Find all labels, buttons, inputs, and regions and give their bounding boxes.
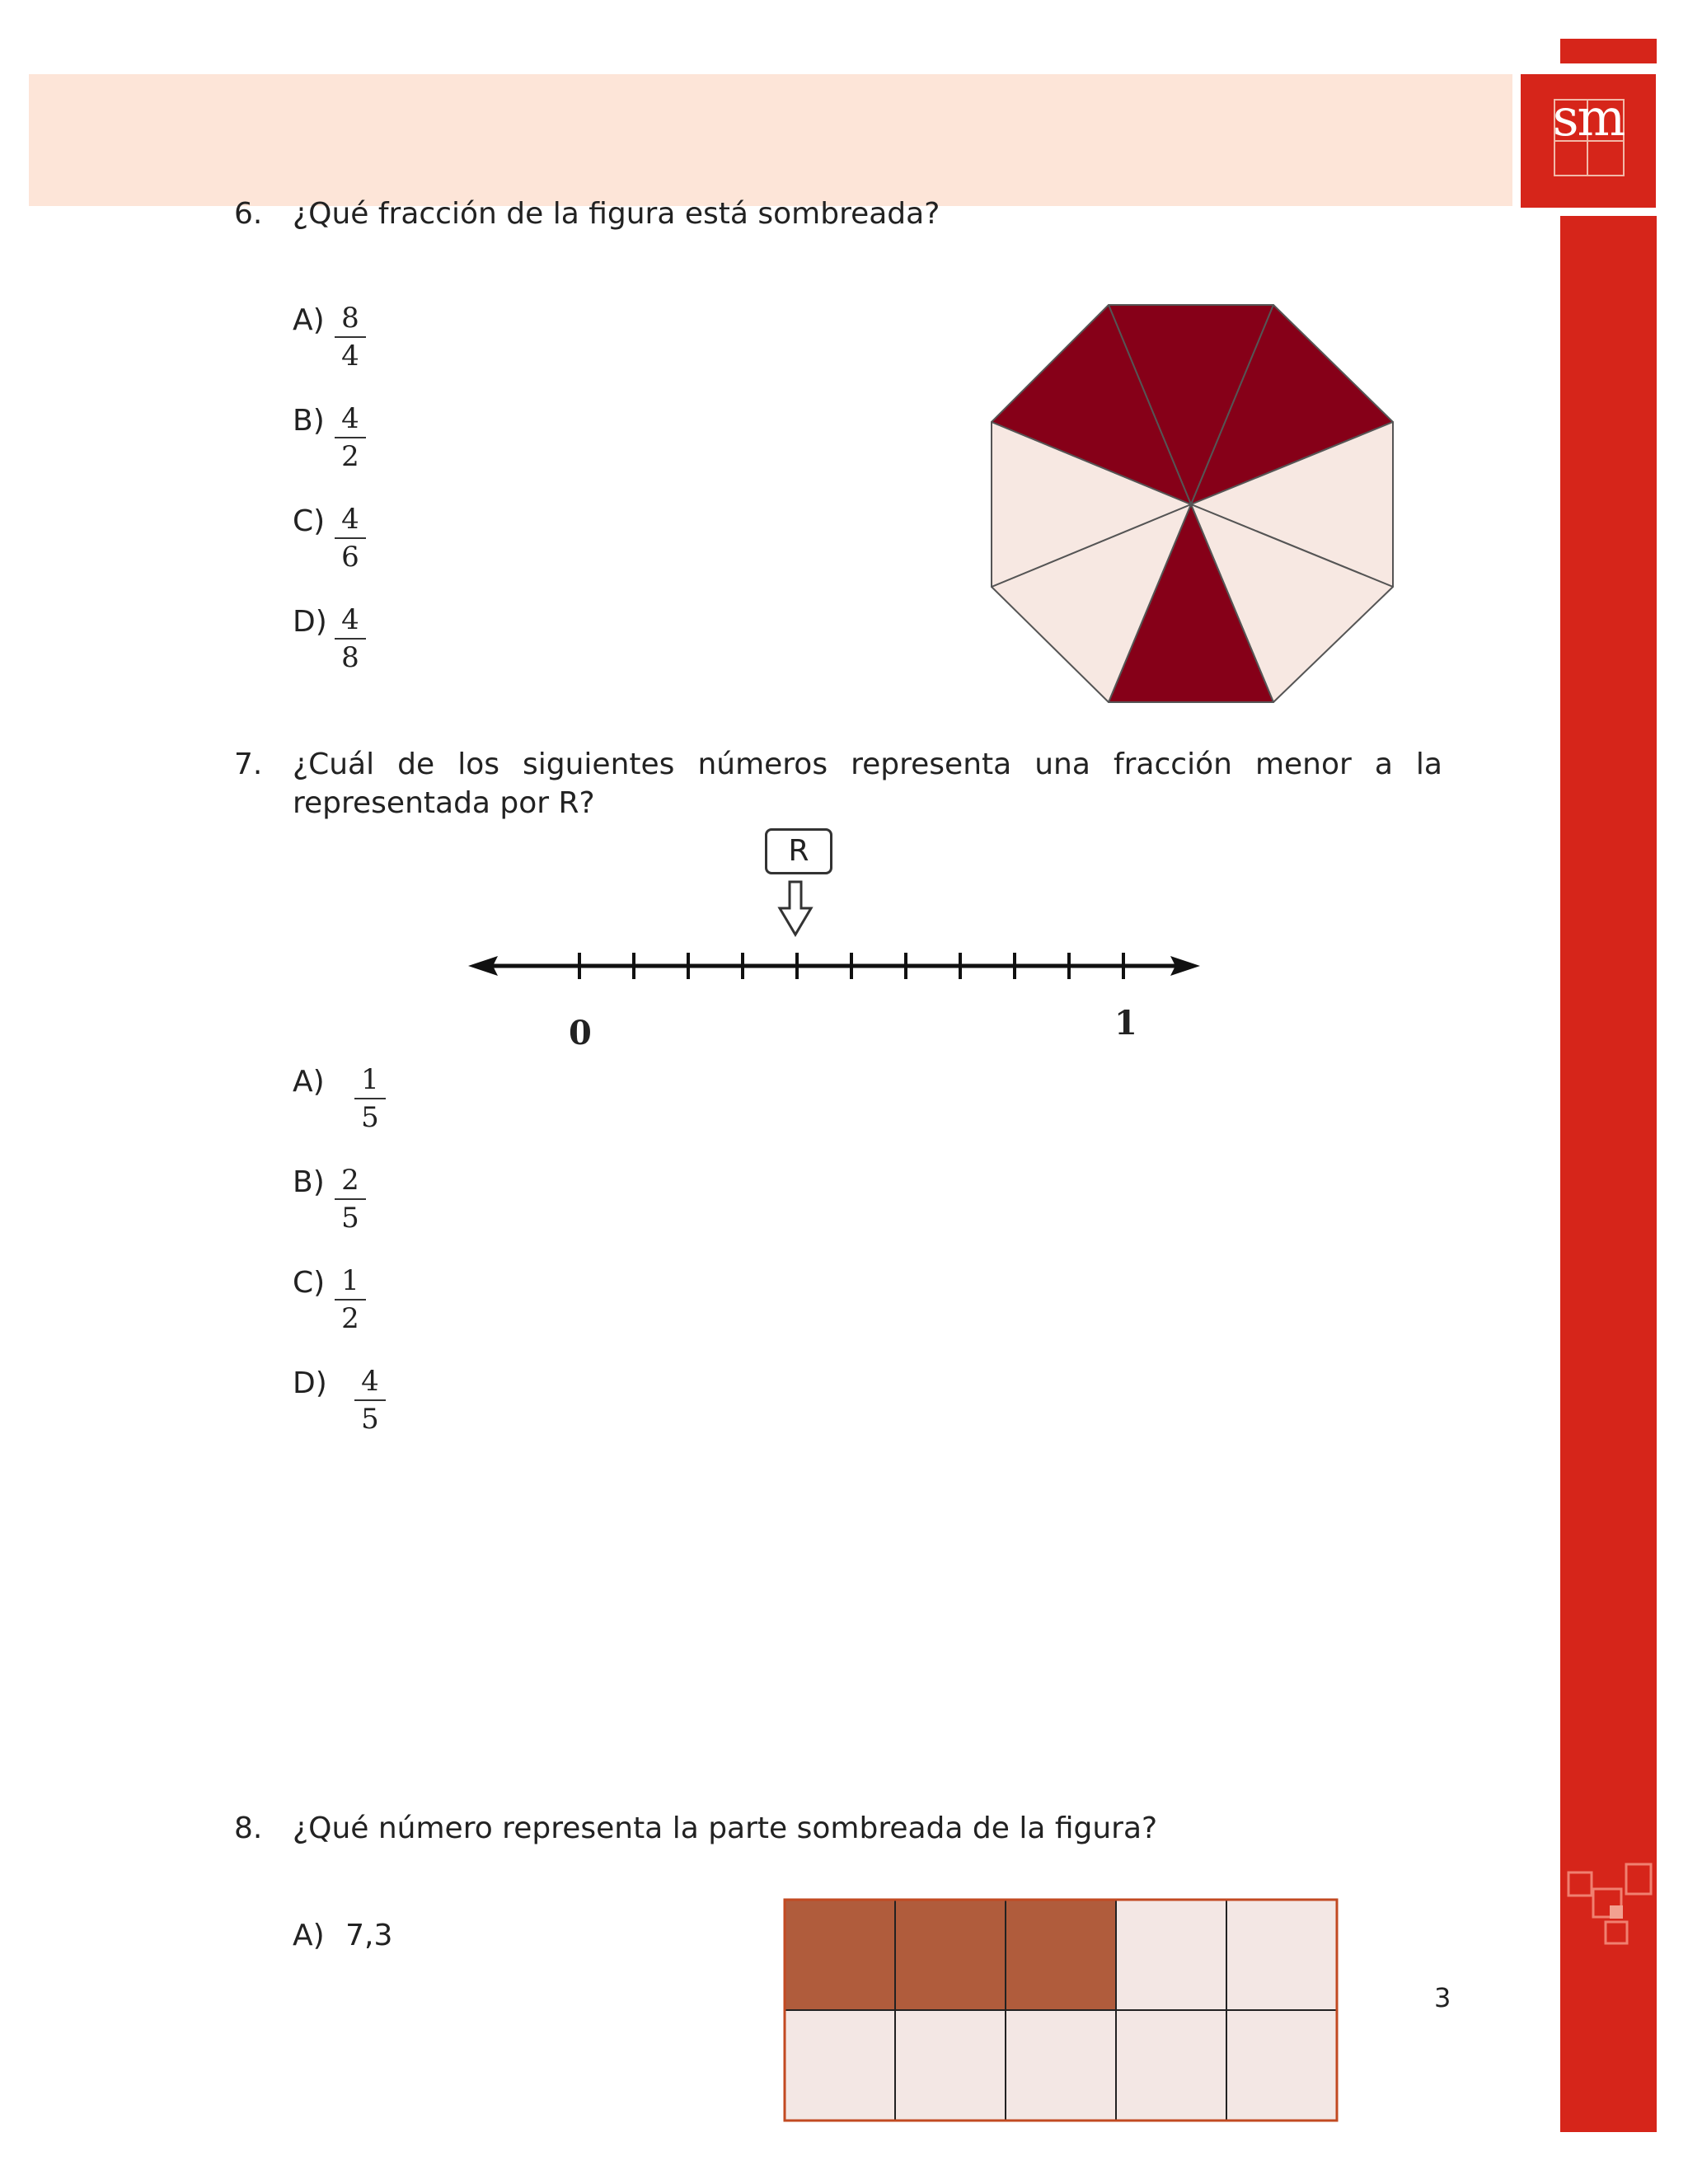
denominator: 6	[341, 541, 359, 574]
q7-option-a-fraction	[354, 1063, 386, 1134]
numerator: 1	[341, 1264, 359, 1297]
q6-option-c-fraction	[335, 503, 366, 574]
option-label: C)	[293, 504, 326, 538]
axis-label-zero: 0	[569, 1014, 592, 1052]
numerator: 1	[361, 1063, 379, 1096]
denominator: 2	[341, 1302, 359, 1335]
marker-arrow	[780, 882, 811, 935]
option-label: B)	[293, 1165, 325, 1199]
q7-option-d-fraction	[354, 1365, 386, 1436]
grid-cell	[1006, 1900, 1116, 2010]
option-label: A)	[293, 1919, 325, 1952]
denominator: 5	[361, 1101, 379, 1134]
numerator: 4	[341, 603, 359, 636]
option-label: D)	[293, 1366, 327, 1400]
q6-option-b-fraction	[335, 402, 366, 473]
side-accent-bar	[1560, 216, 1657, 2132]
question-7-number: 7.	[234, 748, 263, 781]
numerator: 4	[341, 402, 359, 435]
option-label: A)	[293, 1065, 325, 1099]
logo-text: sm	[1552, 87, 1625, 148]
numerator: 4	[341, 503, 359, 536]
q6-option-a[interactable]	[293, 303, 325, 337]
grid-cell	[1006, 2010, 1116, 2121]
grid-cell	[785, 1900, 895, 2010]
q6-option-d-fraction	[335, 603, 366, 674]
question-8-number: 8.	[234, 1811, 263, 1845]
denominator: 8	[341, 641, 359, 674]
q8-option-a[interactable]	[293, 1919, 392, 1952]
question-7-text-line2: representada por R?	[293, 786, 595, 820]
octagon-figure	[985, 297, 1409, 709]
q7-option-c[interactable]	[293, 1266, 325, 1300]
numerator: 4	[361, 1365, 379, 1398]
grid-cell	[1226, 2010, 1337, 2121]
q7-option-d[interactable]	[293, 1366, 327, 1400]
side-bar-squares-decoration	[1560, 216, 1657, 2132]
page-number: 3	[1434, 1982, 1451, 2013]
q7-option-a[interactable]	[293, 1065, 325, 1099]
q7-option-b-fraction	[335, 1164, 366, 1235]
header-band	[29, 74, 1512, 206]
option-label: A)	[293, 303, 325, 337]
grid-cell	[785, 2010, 895, 2121]
sm-logo	[1521, 74, 1656, 208]
q7-option-b[interactable]	[293, 1165, 325, 1199]
denominator: 5	[361, 1403, 379, 1436]
denominator: 5	[341, 1202, 359, 1235]
grid-cell	[1226, 1900, 1337, 2010]
numerator: 8	[341, 302, 359, 335]
option-label: D)	[293, 605, 327, 639]
grid-cell	[1116, 2010, 1226, 2121]
option-label: C)	[293, 1266, 326, 1300]
marker-r-box: R	[765, 828, 832, 874]
header-accent-strip	[1560, 39, 1657, 63]
question-8-text: ¿Qué número representa la parte sombreada de la figura?	[293, 1811, 1158, 1845]
question-6-text: ¿Qué fracción de la figura está sombreada?	[293, 197, 940, 231]
question-6-number: 6.	[234, 197, 263, 231]
grid-cell	[895, 2010, 1006, 2121]
q6-option-b[interactable]	[293, 404, 325, 438]
question-7-text-line1: ¿Cuál de los siguientes números representa una fracción menor a la	[293, 748, 1442, 781]
shaded-grid-figure	[783, 1898, 1340, 2122]
axis-label-one: 1	[1114, 1004, 1137, 1043]
numerator: 2	[341, 1164, 359, 1197]
grid-cell	[895, 1900, 1006, 2010]
option-value: 7,3	[345, 1919, 393, 1952]
denominator: 4	[341, 340, 359, 373]
grid-cell	[1116, 1900, 1226, 2010]
q7-option-c-fraction	[335, 1264, 366, 1335]
q6-option-c[interactable]	[293, 504, 325, 538]
denominator: 2	[341, 440, 359, 473]
option-label: B)	[293, 404, 325, 438]
q6-option-d[interactable]	[293, 605, 327, 639]
q6-option-a-fraction	[335, 302, 366, 373]
